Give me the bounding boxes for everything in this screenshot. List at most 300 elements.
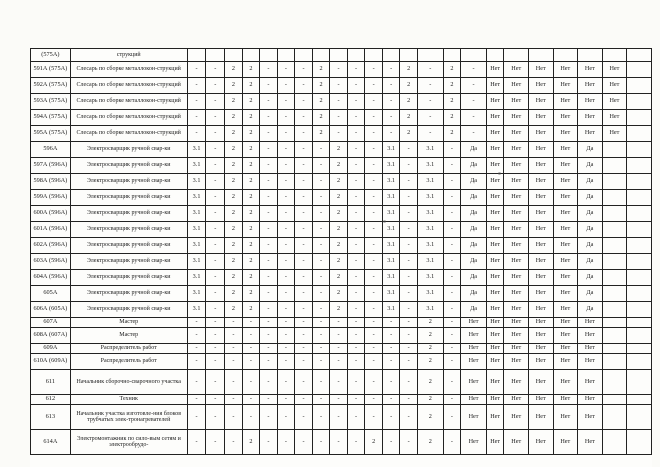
value-cell: Нет	[553, 405, 578, 430]
value-cell: -	[187, 94, 206, 110]
value-cell: -	[417, 110, 443, 126]
value-cell: -	[295, 254, 313, 270]
value-cell: 3.1	[382, 190, 400, 206]
value-cell: -	[295, 238, 313, 254]
value-cell: Нет	[528, 126, 553, 142]
value-cell	[187, 49, 206, 62]
value-cell: Нет	[461, 395, 487, 405]
value-cell: -	[382, 430, 400, 455]
value-cell: 2	[242, 62, 260, 78]
value-cell: -	[295, 370, 313, 395]
value-cell	[277, 49, 295, 62]
value-cell: -	[312, 328, 330, 344]
value-cell: -	[365, 354, 383, 370]
value-cell: -	[295, 302, 313, 318]
value-cell	[627, 286, 652, 302]
value-cell: Да	[578, 286, 603, 302]
value-cell: -	[277, 222, 295, 238]
value-cell: 2	[417, 430, 443, 455]
value-cell: 2	[242, 174, 260, 190]
value-cell: -	[400, 270, 418, 286]
value-cell: 2	[242, 222, 260, 238]
value-cell: -	[206, 370, 225, 395]
value-cell: 3.1	[382, 174, 400, 190]
value-cell: -	[312, 354, 330, 370]
value-cell: 2	[330, 270, 348, 286]
row-number: 597А (596А)	[31, 158, 71, 174]
value-cell: Нет	[504, 405, 529, 430]
value-cell	[602, 142, 627, 158]
value-cell	[627, 254, 652, 270]
value-cell: -	[443, 238, 461, 254]
value-cell: Нет	[486, 328, 504, 344]
value-cell: 3.1	[417, 222, 443, 238]
value-cell: Да	[461, 286, 487, 302]
value-cell: -	[260, 405, 278, 430]
table-row	[31, 395, 652, 405]
value-cell: -	[365, 158, 383, 174]
value-cell: Нет	[553, 328, 578, 344]
value-cell: 3.1	[417, 206, 443, 222]
value-cell: -	[277, 62, 295, 78]
value-cell: -	[312, 370, 330, 395]
value-cell: Да	[461, 302, 487, 318]
value-cell: -	[400, 302, 418, 318]
value-cell: -	[225, 318, 243, 328]
value-cell	[627, 110, 652, 126]
value-cell: -	[187, 318, 206, 328]
value-cell: Нет	[486, 78, 504, 94]
value-cell: -	[365, 395, 383, 405]
value-cell: Нет	[553, 78, 578, 94]
value-cell	[206, 49, 225, 62]
value-cell: 3.1	[417, 270, 443, 286]
value-cell: 2	[330, 158, 348, 174]
value-cell: -	[242, 395, 260, 405]
value-cell: -	[295, 222, 313, 238]
value-cell: -	[206, 405, 225, 430]
job-title: струкций	[70, 49, 187, 62]
value-cell	[602, 254, 627, 270]
row-number: 594А (575А)	[31, 110, 71, 126]
value-cell: 2	[225, 190, 243, 206]
document-sheet	[30, 48, 652, 467]
value-cell: -	[260, 206, 278, 222]
value-cell: -	[365, 270, 383, 286]
value-cell: 2	[242, 94, 260, 110]
value-cell: -	[260, 222, 278, 238]
value-cell	[602, 405, 627, 430]
value-cell: -	[382, 344, 400, 354]
value-cell: -	[443, 174, 461, 190]
value-cell: Нет	[504, 238, 529, 254]
value-cell: Нет	[486, 142, 504, 158]
value-cell: -	[382, 62, 400, 78]
value-cell: -	[206, 206, 225, 222]
value-cell	[578, 49, 603, 62]
value-cell: -	[295, 158, 313, 174]
value-cell: -	[382, 78, 400, 94]
value-cell: 2	[443, 62, 461, 78]
value-cell: 2	[242, 158, 260, 174]
value-cell	[627, 344, 652, 354]
value-cell: Нет	[553, 286, 578, 302]
value-cell: Нет	[504, 222, 529, 238]
value-cell: -	[260, 126, 278, 142]
value-cell: -	[295, 286, 313, 302]
value-cell: -	[365, 142, 383, 158]
value-cell: 2	[443, 110, 461, 126]
value-cell: -	[206, 270, 225, 286]
value-cell: -	[400, 254, 418, 270]
value-cell: Нет	[461, 328, 487, 344]
value-cell: -	[400, 328, 418, 344]
value-cell: -	[443, 190, 461, 206]
value-cell: 3.1	[417, 174, 443, 190]
value-cell: Нет	[553, 158, 578, 174]
row-number: (575A)	[31, 49, 71, 62]
table-row	[31, 238, 652, 254]
value-cell: Да	[461, 270, 487, 286]
value-cell	[417, 49, 443, 62]
value-cell	[602, 190, 627, 206]
value-cell: Нет	[486, 318, 504, 328]
job-title: Электросварщик ручной свар-ки	[70, 254, 187, 270]
job-title: Слесарь по сборке металлокон-струкций	[70, 78, 187, 94]
value-cell: -	[330, 110, 348, 126]
value-cell: Нет	[578, 62, 603, 78]
row-number: 614А	[31, 430, 71, 455]
value-cell	[602, 174, 627, 190]
value-cell: -	[260, 302, 278, 318]
value-cell: 2	[330, 238, 348, 254]
job-title: Слесарь по сборке металлокон-струкций	[70, 62, 187, 78]
value-cell: Нет	[528, 190, 553, 206]
value-cell	[486, 49, 504, 62]
value-cell: Нет	[528, 286, 553, 302]
value-cell: -	[400, 222, 418, 238]
scan-speck	[498, 172, 501, 175]
value-cell: -	[347, 405, 365, 430]
value-cell: Да	[578, 302, 603, 318]
value-cell: Да	[461, 222, 487, 238]
value-cell: Нет	[578, 78, 603, 94]
value-cell: Нет	[553, 302, 578, 318]
value-cell: -	[206, 110, 225, 126]
value-cell: Нет	[578, 395, 603, 405]
table-row	[31, 328, 652, 344]
job-title: Электросварщик ручной свар-ки	[70, 190, 187, 206]
value-cell: -	[312, 286, 330, 302]
value-cell	[602, 328, 627, 344]
value-cell: Нет	[486, 126, 504, 142]
value-cell	[602, 354, 627, 370]
value-cell: -	[347, 318, 365, 328]
value-cell: -	[225, 370, 243, 395]
value-cell: -	[260, 110, 278, 126]
value-cell	[443, 49, 461, 62]
value-cell: -	[400, 318, 418, 328]
value-cell: -	[187, 354, 206, 370]
value-cell: -	[206, 222, 225, 238]
value-cell: -	[225, 344, 243, 354]
value-cell: 3.1	[417, 286, 443, 302]
value-cell: -	[206, 238, 225, 254]
value-cell: 2	[242, 302, 260, 318]
job-title: Электросварщик ручной свар-ки	[70, 222, 187, 238]
value-cell	[382, 49, 400, 62]
value-cell: 3.1	[382, 286, 400, 302]
value-cell: 2	[242, 238, 260, 254]
value-cell: -	[260, 254, 278, 270]
value-cell: -	[443, 405, 461, 430]
value-cell: Нет	[461, 430, 487, 455]
value-cell: 2	[242, 78, 260, 94]
job-title: Мастер	[70, 318, 187, 328]
value-cell	[242, 49, 260, 62]
value-cell: -	[187, 126, 206, 142]
value-cell: -	[330, 354, 348, 370]
value-cell: Да	[461, 190, 487, 206]
value-cell: -	[206, 126, 225, 142]
value-cell: 3.1	[382, 270, 400, 286]
value-cell: 2	[417, 328, 443, 344]
value-cell: -	[206, 302, 225, 318]
value-cell	[627, 158, 652, 174]
value-cell: -	[330, 318, 348, 328]
value-cell: -	[443, 222, 461, 238]
value-cell: -	[295, 270, 313, 286]
value-cell: 3.1	[382, 206, 400, 222]
value-cell: -	[277, 206, 295, 222]
value-cell: Нет	[504, 174, 529, 190]
value-cell: -	[260, 142, 278, 158]
value-cell: -	[330, 370, 348, 395]
value-cell: Нет	[578, 354, 603, 370]
value-cell: -	[443, 142, 461, 158]
value-cell: -	[260, 174, 278, 190]
value-cell: -	[242, 328, 260, 344]
value-cell	[330, 49, 348, 62]
table-row	[31, 49, 652, 62]
value-cell: Нет	[528, 110, 553, 126]
table-row	[31, 94, 652, 110]
value-cell: -	[365, 344, 383, 354]
value-cell: Да	[461, 142, 487, 158]
value-cell: Да	[461, 254, 487, 270]
value-cell: -	[295, 328, 313, 344]
table-row	[31, 254, 652, 270]
value-cell: -	[330, 94, 348, 110]
value-cell: -	[347, 190, 365, 206]
job-title: Техник	[70, 395, 187, 405]
value-cell	[400, 49, 418, 62]
value-cell: Нет	[504, 344, 529, 354]
table-row	[31, 222, 652, 238]
value-cell: -	[400, 142, 418, 158]
value-cell: -	[260, 318, 278, 328]
value-cell: Нет	[528, 270, 553, 286]
value-cell: Нет	[528, 78, 553, 94]
value-cell: 3.1	[417, 190, 443, 206]
value-cell: Нет	[461, 344, 487, 354]
value-cell: -	[260, 62, 278, 78]
value-cell: -	[312, 405, 330, 430]
value-cell: Нет	[528, 254, 553, 270]
value-cell: -	[206, 318, 225, 328]
value-cell: -	[400, 405, 418, 430]
value-cell: Нет	[578, 405, 603, 430]
value-cell: -	[206, 78, 225, 94]
value-cell: Нет	[504, 395, 529, 405]
row-number: 604А (596А)	[31, 270, 71, 286]
value-cell: Нет	[486, 270, 504, 286]
value-cell: -	[382, 126, 400, 142]
value-cell: 2	[225, 158, 243, 174]
value-cell: -	[242, 370, 260, 395]
value-cell: 3.1	[382, 142, 400, 158]
value-cell: Нет	[504, 78, 529, 94]
row-number: 610А (609А)	[31, 354, 71, 370]
value-cell: -	[443, 328, 461, 344]
value-cell: -	[312, 206, 330, 222]
value-cell: 2	[312, 94, 330, 110]
value-cell: -	[277, 370, 295, 395]
table-row	[31, 206, 652, 222]
value-cell: 3.1	[417, 158, 443, 174]
value-cell: -	[312, 270, 330, 286]
value-cell: -	[295, 395, 313, 405]
row-number: 608А (607А)	[31, 328, 71, 344]
row-number: 592А (575А)	[31, 78, 71, 94]
value-cell: 2	[400, 94, 418, 110]
value-cell: -	[347, 344, 365, 354]
value-cell: Да	[578, 190, 603, 206]
value-cell: Нет	[504, 302, 529, 318]
value-cell: -	[312, 430, 330, 455]
value-cell: 2	[400, 78, 418, 94]
value-cell: Нет	[528, 344, 553, 354]
value-cell	[602, 238, 627, 254]
row-number: 607А	[31, 318, 71, 328]
value-cell: Нет	[461, 370, 487, 395]
value-cell: Нет	[504, 62, 529, 78]
value-cell	[602, 370, 627, 395]
value-cell	[602, 270, 627, 286]
row-number: 603А (596А)	[31, 254, 71, 270]
value-cell: -	[417, 62, 443, 78]
value-cell: -	[312, 344, 330, 354]
value-cell: -	[206, 395, 225, 405]
value-cell: -	[295, 94, 313, 110]
value-cell	[504, 49, 529, 62]
value-cell: -	[260, 190, 278, 206]
value-cell: -	[260, 286, 278, 302]
value-cell: 2	[417, 318, 443, 328]
value-cell	[627, 206, 652, 222]
value-cell: -	[295, 344, 313, 354]
job-title: Слесарь по сборке металлокон-струкций	[70, 126, 187, 142]
value-cell: Нет	[553, 126, 578, 142]
value-cell: 2	[417, 344, 443, 354]
row-number: 613	[31, 405, 71, 430]
value-cell: -	[277, 254, 295, 270]
value-cell: 2	[417, 405, 443, 430]
value-cell: 2	[417, 354, 443, 370]
value-cell: -	[382, 94, 400, 110]
value-cell: -	[206, 354, 225, 370]
value-cell: Нет	[528, 158, 553, 174]
value-cell: 3.1	[187, 286, 206, 302]
value-cell	[627, 370, 652, 395]
job-title: Электросварщик ручной свар-ки	[70, 142, 187, 158]
value-cell: 3.1	[187, 254, 206, 270]
value-cell: 3.1	[417, 254, 443, 270]
value-cell: 2	[443, 126, 461, 142]
value-cell: -	[417, 94, 443, 110]
value-cell	[312, 49, 330, 62]
value-cell: -	[206, 94, 225, 110]
value-cell: Нет	[504, 370, 529, 395]
value-cell: 3.1	[187, 238, 206, 254]
value-cell: Нет	[553, 254, 578, 270]
value-cell: 2	[242, 270, 260, 286]
table-row	[31, 318, 652, 328]
value-cell: -	[365, 222, 383, 238]
value-cell: Нет	[486, 344, 504, 354]
value-cell: 2	[330, 174, 348, 190]
value-cell: -	[277, 110, 295, 126]
value-cell: Нет	[486, 354, 504, 370]
value-cell: -	[330, 78, 348, 94]
value-cell: -	[400, 238, 418, 254]
value-cell: -	[400, 158, 418, 174]
value-cell: -	[295, 110, 313, 126]
value-cell: Нет	[504, 190, 529, 206]
value-cell: 2	[400, 110, 418, 126]
value-cell: -	[206, 142, 225, 158]
row-number: 595А (575А)	[31, 126, 71, 142]
value-cell: -	[461, 62, 487, 78]
table-row	[31, 62, 652, 78]
value-cell: -	[400, 344, 418, 354]
value-cell: -	[461, 110, 487, 126]
value-cell: 2	[330, 302, 348, 318]
value-cell: -	[187, 328, 206, 344]
value-cell: Да	[461, 174, 487, 190]
value-cell: Нет	[461, 318, 487, 328]
value-cell: -	[277, 395, 295, 405]
job-title: Распределитель работ	[70, 344, 187, 354]
value-cell: 3.1	[187, 190, 206, 206]
value-cell: -	[347, 286, 365, 302]
value-cell: -	[365, 328, 383, 344]
value-cell: Нет	[553, 354, 578, 370]
value-cell: 2	[225, 270, 243, 286]
value-cell: Нет	[486, 430, 504, 455]
value-cell: Нет	[504, 142, 529, 158]
table-row	[31, 405, 652, 430]
value-cell: Нет	[486, 302, 504, 318]
value-cell	[627, 395, 652, 405]
value-cell: Нет	[528, 238, 553, 254]
value-cell: Нет	[528, 318, 553, 328]
value-cell: -	[400, 430, 418, 455]
value-cell: -	[382, 318, 400, 328]
value-cell: -	[347, 174, 365, 190]
value-cell: Нет	[528, 405, 553, 430]
value-cell: -	[187, 78, 206, 94]
